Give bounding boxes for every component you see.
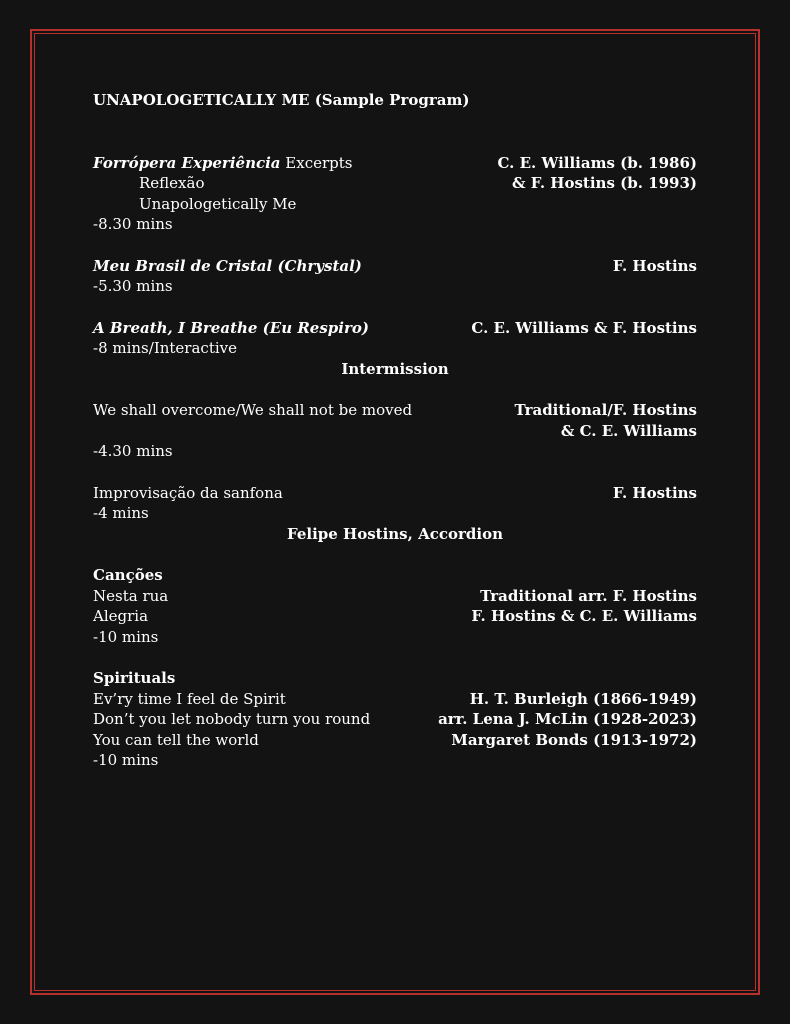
program-title: UNAPOLOGETICALLY ME (Sample Program) xyxy=(93,91,470,109)
spirituals-song-3: You can tell the world xyxy=(93,730,259,749)
spirituals-row-3 xyxy=(93,730,697,751)
forropera-composer: C. E. Williams (b. 1986) xyxy=(497,153,697,172)
spirituals-composer-2: arr. Lena J. McLin (1928-2023) xyxy=(438,710,697,728)
improvisacao-row xyxy=(93,483,697,504)
we-shall-row-2 xyxy=(93,421,697,442)
a-breath-composer: C. E. Williams & F. Hostins xyxy=(471,318,697,337)
spirituals-composer-1: H. T. Burleigh (1866-1949) xyxy=(469,689,697,708)
cancoes-composer-2: F. Hostins & C. E. Williams xyxy=(471,607,697,625)
spirituals-duration: -10 mins xyxy=(93,751,159,769)
we-shall-duration: -4.30 mins xyxy=(93,442,173,460)
performer-label: Felipe Hostins, Accordion xyxy=(287,524,503,543)
improvisacao-duration: -4 mins xyxy=(93,504,149,522)
improvisacao-composer: F. Hostins xyxy=(612,483,697,502)
cancoes-composer-1: Traditional arr. F. Hostins xyxy=(480,586,697,605)
cancoes-heading: Canções xyxy=(93,566,163,584)
forropera-row-2 xyxy=(93,173,697,194)
cancoes-song-2: Alegria xyxy=(93,607,149,625)
cancoes-row-2 xyxy=(93,606,697,627)
cancoes-row-1 xyxy=(93,586,697,607)
a-breath-title: A Breath, I Breathe (Eu Respiro) xyxy=(93,318,369,337)
spirituals-composer-3: Margaret Bonds (1913-1972) xyxy=(451,730,697,749)
forropera-title-line xyxy=(93,153,352,174)
forropera-row xyxy=(93,153,697,174)
spirituals-heading: Spirituals xyxy=(93,669,176,687)
improvisacao-title: Improvisação da sanfona xyxy=(93,483,283,502)
forropera-composer-2: & F. Hostins (b. 1993) xyxy=(511,174,697,192)
forropera-movement-2: Unapologetically Me xyxy=(139,194,297,213)
we-shall-row xyxy=(93,400,697,421)
forropera-suffix: Excerpts xyxy=(280,153,353,172)
intermission-label: Intermission xyxy=(341,359,449,378)
we-shall-title: We shall overcome/We shall not be moved xyxy=(93,401,413,419)
spirituals-song-1: Ev’ry time I feel de Spirit xyxy=(93,689,286,708)
spirituals-row-1 xyxy=(93,689,697,710)
meu-brasil-title: Meu Brasil de Cristal (Chrystal) xyxy=(93,256,362,275)
meu-brasil-row xyxy=(93,256,697,277)
meu-brasil-duration: -5.30 mins xyxy=(93,277,173,295)
spirituals-row-2 xyxy=(93,709,697,730)
cancoes-song-1: Nesta rua xyxy=(93,586,169,605)
a-breath-duration: -8 mins/Interactive xyxy=(93,339,237,357)
spirituals-song-2: Don’t you let nobody turn you round xyxy=(93,710,371,728)
we-shall-composer: Traditional/F. Hostins xyxy=(514,401,697,419)
forropera-title: Forrópera Experiência xyxy=(93,153,281,172)
a-breath-row xyxy=(93,318,697,339)
forropera-duration: -8.30 mins xyxy=(93,215,173,233)
forropera-movement-1: Reflexão xyxy=(139,174,205,192)
meu-brasil-composer: F. Hostins xyxy=(612,256,697,275)
program-content xyxy=(93,90,697,771)
cancoes-duration: -10 mins xyxy=(93,627,159,646)
we-shall-composer-2: & C. E. Williams xyxy=(560,421,697,440)
